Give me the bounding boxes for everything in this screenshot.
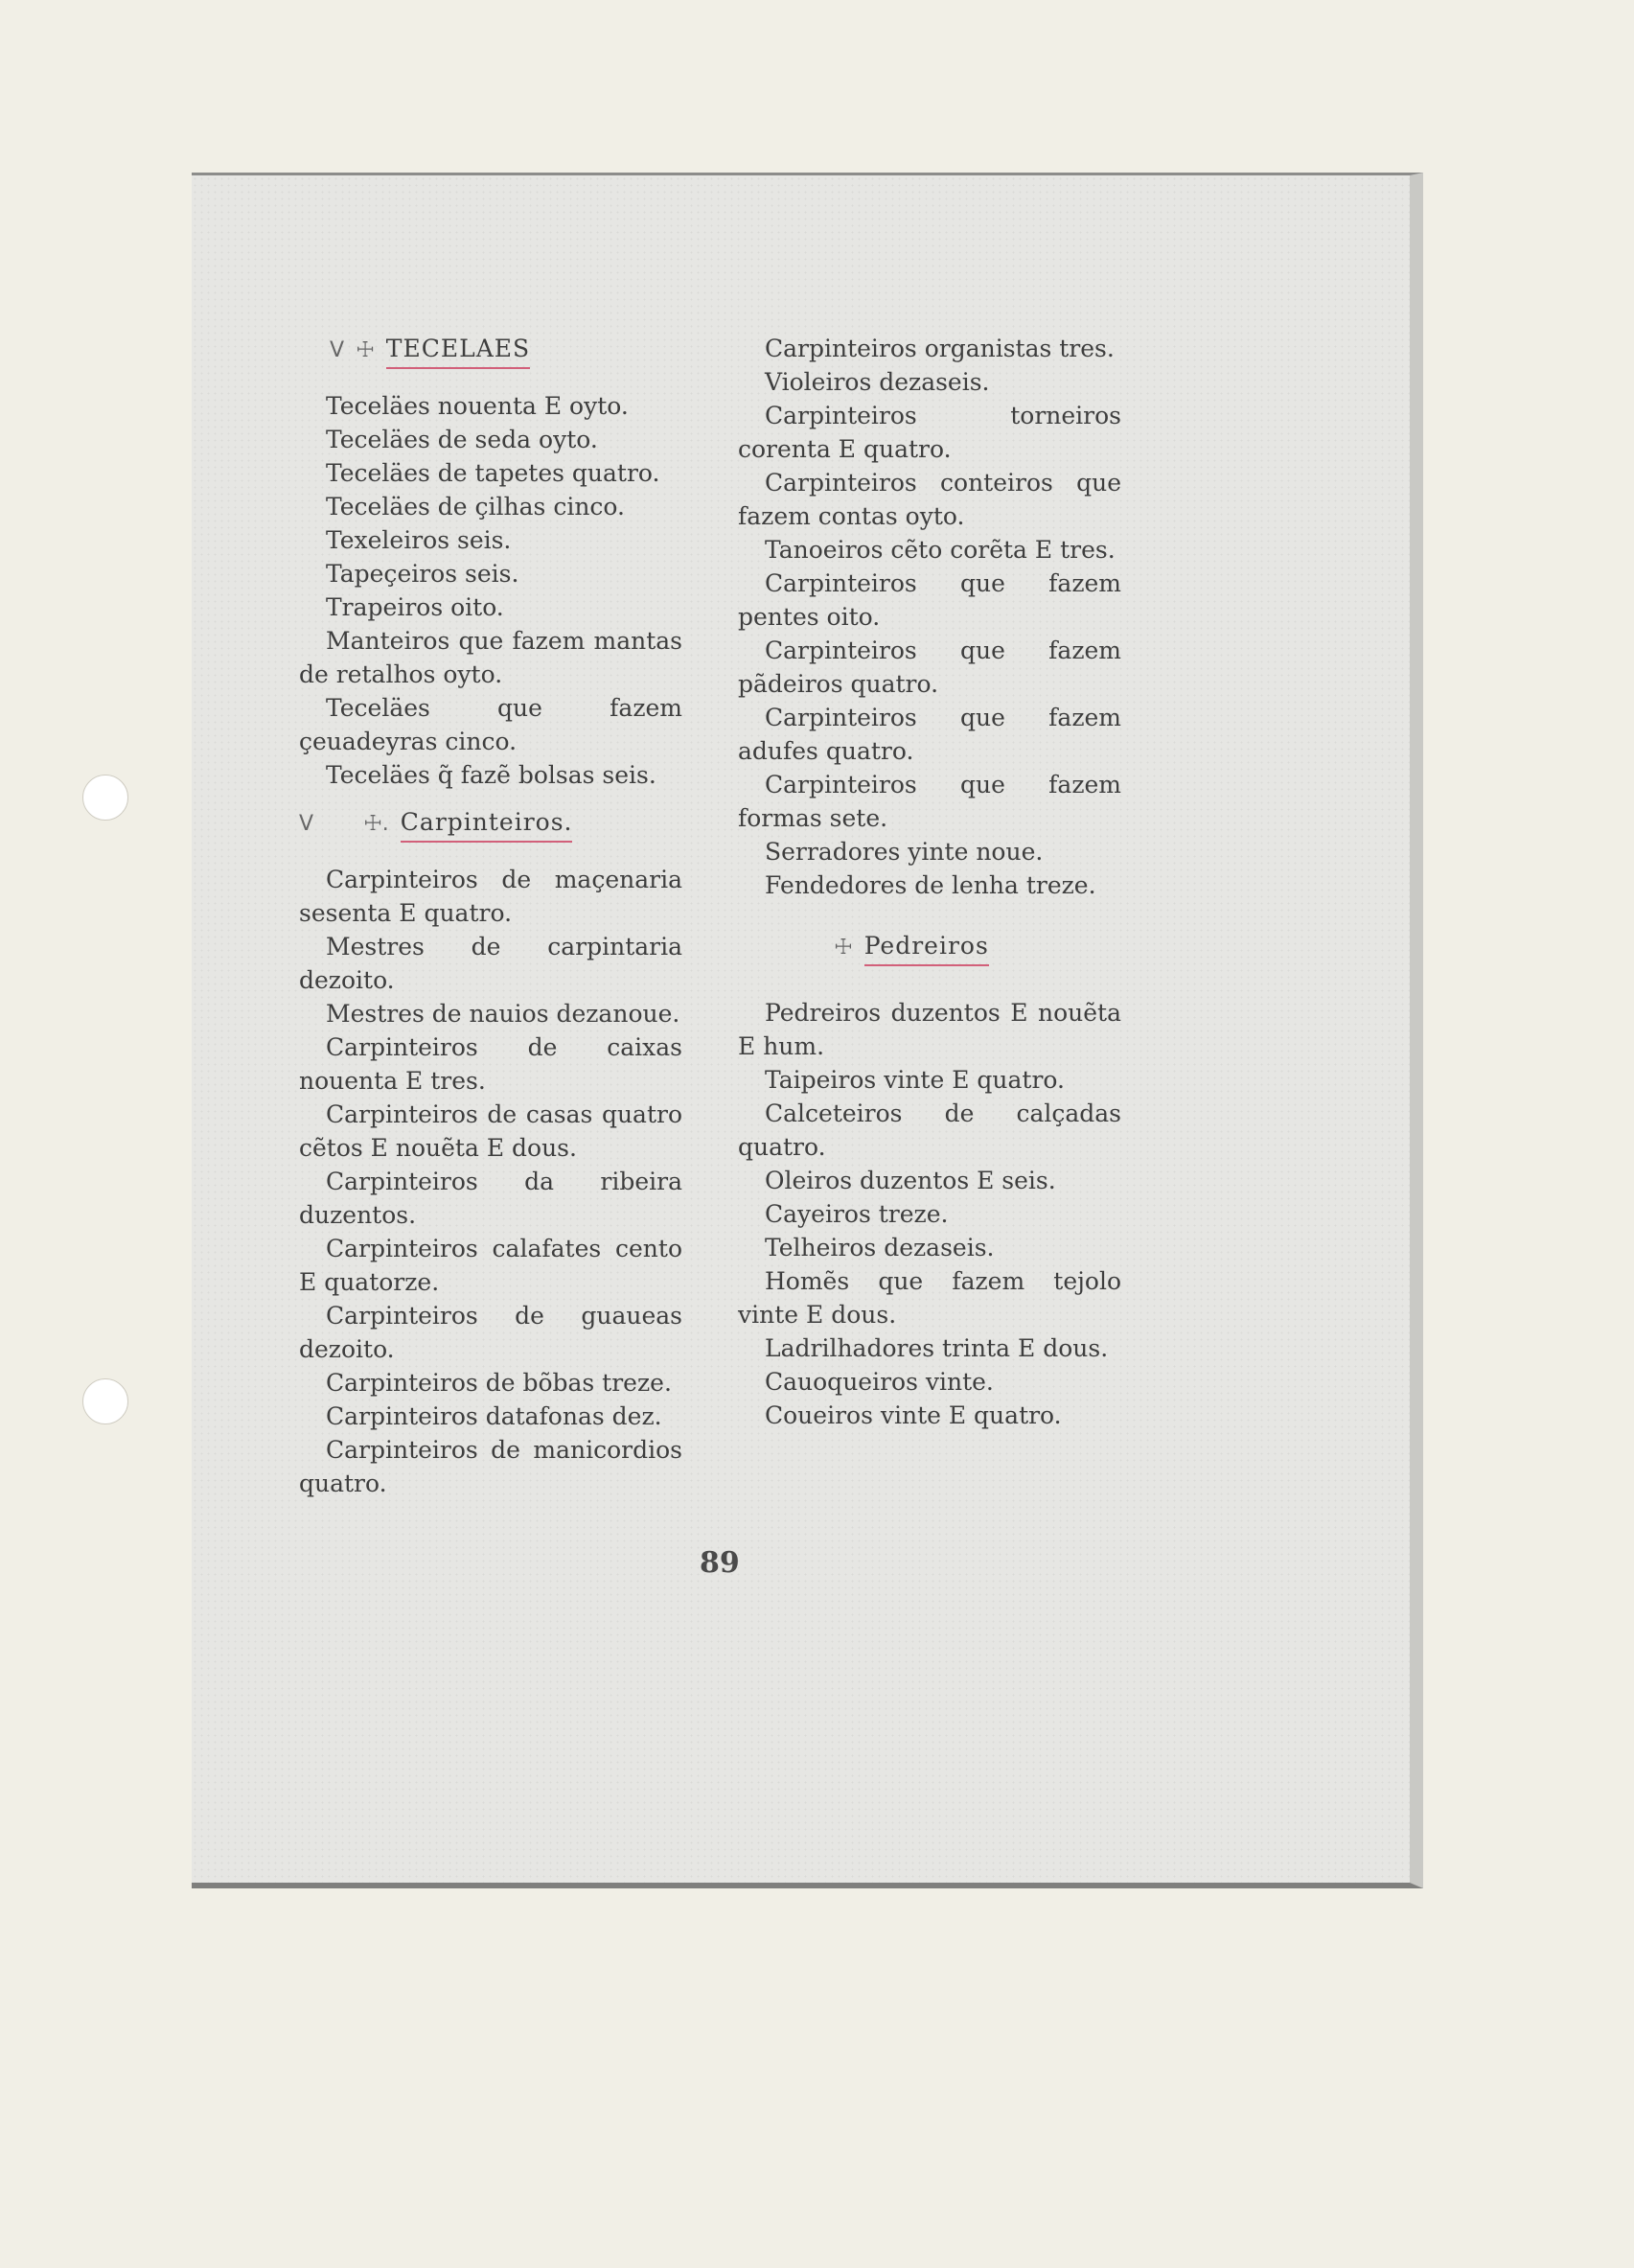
entry: Coueiros vinte E quatro.	[765, 1401, 1062, 1429]
entry: Teceläes q̃ fazẽ bolsas seis.	[326, 761, 656, 789]
entry: Mestres de nauios dezanoue.	[326, 1000, 680, 1028]
entry: Tapeçeiros seis.	[326, 560, 519, 588]
entry: Calceteiros de calçadas quatro.	[738, 1099, 1121, 1161]
entry: Oleiros duzentos E seis.	[765, 1167, 1056, 1194]
entry: Cauoqueiros vinte.	[765, 1368, 994, 1396]
entry: Cayeiros treze.	[765, 1200, 949, 1228]
entry: Ladrilhadores trinta E dous.	[765, 1334, 1109, 1362]
entry: Teceläes de çilhas cinco.	[326, 493, 625, 521]
left-column	[299, 332, 682, 1500]
cross-symbol-icon: ☩	[356, 338, 375, 362]
entry: Tanoeiros cẽto corẽta E tres.	[765, 536, 1116, 564]
entry: Carpinteiros que fazem pentes oito.	[738, 569, 1121, 631]
cross-symbol-icon: ☩.	[363, 812, 389, 836]
entry: Serradores yinte noue.	[765, 838, 1044, 866]
entry: Carpinteiros de bõbas treze.	[326, 1369, 672, 1397]
entry: Telheiros dezaseis.	[765, 1234, 995, 1261]
section-title: TECELAES	[386, 332, 530, 369]
entry: Violeiros dezaseis.	[765, 368, 990, 396]
section-title: Pedreiros	[864, 929, 989, 966]
check-mark: V	[330, 338, 345, 362]
entry: Carpinteiros que fazem formas sete.	[738, 771, 1121, 832]
punch-hole-bottom	[82, 1378, 128, 1424]
entry: Teceläes de seda oyto.	[326, 426, 598, 453]
entry: Teceläes de tapetes quatro.	[326, 459, 660, 487]
punch-hole-top	[82, 775, 128, 821]
entry: Carpinteiros de maçenaria sesenta E quatro.	[299, 866, 682, 927]
entry: Teceläes nouenta E oyto.	[326, 392, 629, 420]
entry: Mestres de carpintaria dezoito.	[299, 933, 682, 994]
entry: Carpinteiros torneiros corenta E quatro.	[738, 402, 1121, 463]
section-heading-tecelaes	[330, 332, 682, 370]
entry: Taipeiros vinte E quatro.	[765, 1066, 1065, 1094]
entry: Homẽs que fazem tejolo vinte E dous.	[738, 1267, 1121, 1329]
cross-symbol-icon: ☩	[834, 936, 853, 960]
entry: Carpinteiros da ribeira duzentos.	[299, 1168, 682, 1229]
check-mark: V	[299, 812, 314, 836]
entry: Carpinteiros de casas quatro cẽtos E nouẽta E dous.	[299, 1100, 682, 1162]
section-heading-carpinteiros	[299, 805, 682, 844]
entry: Carpinteiros conteiros que fazem contas oyto.	[738, 469, 1121, 530]
entry: Manteiros que fazem mantas de retalhos oyto.	[299, 627, 682, 688]
entry: Trapeiros oito.	[326, 593, 504, 621]
entry: Carpinteiros calafates cento E quatorze.	[299, 1235, 682, 1296]
page-number: 89	[700, 1546, 740, 1580]
entry: Carpinteiros de manicordios quatro.	[299, 1436, 682, 1497]
entry: Carpinteiros que fazem pãdeiros quatro.	[738, 636, 1121, 698]
photocopy-page	[192, 173, 1423, 1888]
entry: Carpinteiros de caixas nouenta E tres.	[299, 1033, 682, 1095]
right-column	[738, 332, 1121, 1432]
entry: Carpinteiros que fazem adufes quatro.	[738, 704, 1121, 765]
entry: Texeleiros seis.	[326, 526, 512, 554]
section-title: Carpinteiros.	[401, 805, 573, 843]
entry: Carpinteiros de guaueas dezoito.	[299, 1302, 682, 1363]
entry: Carpinteiros organistas tres.	[765, 335, 1115, 362]
entry: Teceläes que fazem çeuadeyras cinco.	[299, 694, 682, 755]
entry: Pedreiros duzentos E nouẽta E hum.	[738, 999, 1121, 1060]
section-heading-pedreiros	[834, 929, 1121, 967]
entry: Carpinteiros datafonas dez.	[326, 1402, 662, 1430]
entry: Fendedores de lenha treze.	[765, 871, 1096, 899]
